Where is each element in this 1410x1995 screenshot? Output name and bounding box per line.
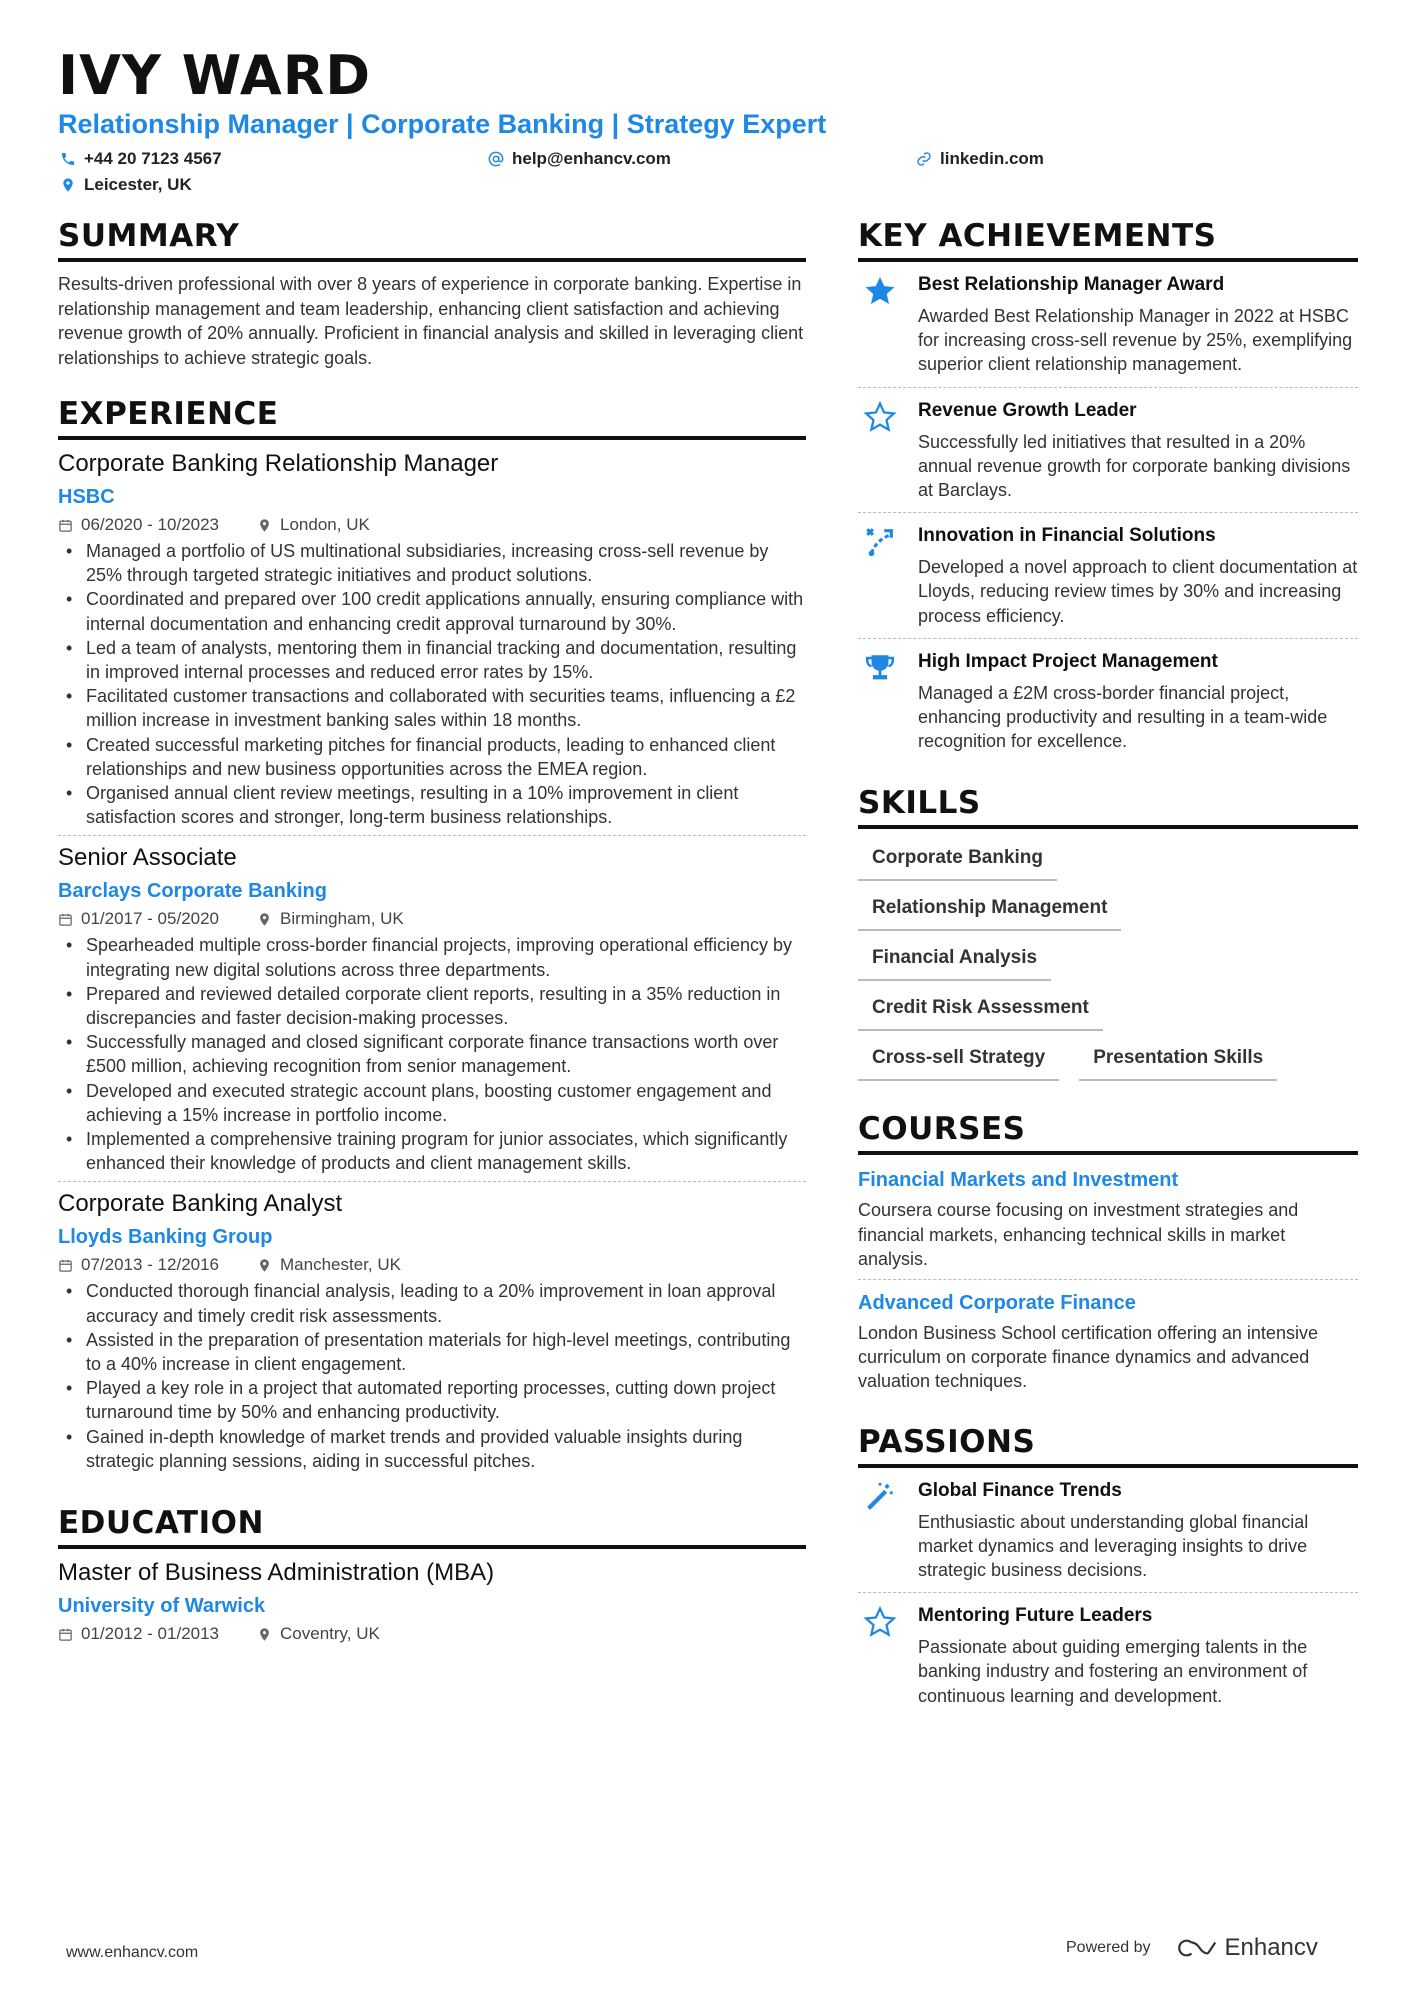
course-desc: London Business School certification offering an intensive curriculum on corporate finance dynamics and advanced valuation techniques. xyxy=(858,1323,1318,1392)
job-entry xyxy=(58,844,806,1182)
skills-section xyxy=(858,785,1358,1081)
footer-branding xyxy=(1066,1934,1318,1962)
education-location: Coventry, UK xyxy=(280,1624,380,1644)
course-desc: Coursera course focusing on investment strategies and financial markets, enhancing technical skills in market analysis. xyxy=(858,1200,1299,1269)
job-title: Corporate Banking Analyst xyxy=(58,1190,343,1218)
course-title[interactable]: Financial Markets and Investment xyxy=(858,1169,1179,1192)
passion-desc: Passionate about guiding emerging talents in the banking industry and fostering an environment of continuous learning and development. xyxy=(918,1637,1308,1706)
achievement-title: High Impact Project Management xyxy=(918,650,1218,672)
skills-list xyxy=(858,839,1358,1081)
achievement-desc: Managed a £2M cross-border financial project, enhancing productivity and resulting in a team-wide recognition for excellence. xyxy=(918,682,1328,752)
job-title: Corporate Banking Relationship Manager xyxy=(58,450,499,477)
passion-desc: Enthusiastic about understanding global financial market dynamics and leveraging insights to drive strategic business decisions. xyxy=(918,1511,1309,1581)
location-pin-icon xyxy=(257,1258,272,1273)
job-bullet: • Prepared and reviewed detailed corporate client reports, resulting in a 35% reduction in discrepancies and faster decision-making processes. xyxy=(58,982,806,1030)
job-bullet: • Spearheaded multiple cross-border financial projects, improving operational efficiency by integrating new digital solutions across three departments. xyxy=(58,933,806,981)
powered-by-text: Powered by xyxy=(1066,1939,1151,1956)
job-bullet: • Developed and executed strategic account plans, boosting customer engagement and achieving a 15% increase in portfolio income. xyxy=(58,1079,806,1127)
job-location: London, UK xyxy=(280,515,370,534)
phone-text: +44 20 7123 4567 xyxy=(84,149,222,168)
achievement-item xyxy=(858,388,1358,514)
contact-phone[interactable] xyxy=(60,149,222,169)
summary-section xyxy=(58,218,806,370)
experience-section xyxy=(58,396,806,1479)
courses-section xyxy=(858,1111,1358,1401)
passion-title: Global Finance Trends xyxy=(918,1479,1122,1501)
achievement-item xyxy=(858,262,1358,388)
job-dates: 06/2020 - 10/2023 xyxy=(81,515,220,534)
course-title[interactable]: Advanced Corporate Finance xyxy=(858,1292,1136,1315)
job-location: Birmingham, UK xyxy=(280,909,404,929)
achievement-title: Best Relationship Manager Award xyxy=(918,274,1225,295)
skill-tag: Relationship Management xyxy=(858,895,1121,931)
education-meta xyxy=(58,1624,806,1644)
achievement-title: Revenue Growth Leader xyxy=(918,399,1137,421)
experience-heading: EXPERIENCE xyxy=(58,396,806,440)
location-pin-icon xyxy=(257,1627,272,1642)
job-bullets xyxy=(58,539,806,829)
job-bullet: • Coordinated and prepared over 100 credit applications annually, ensuring compliance with internal documentation and enhancing credit approval turnaround by 30%. xyxy=(58,587,806,635)
education-heading: EDUCATION xyxy=(58,1505,806,1549)
school-name[interactable]: University of Warwick xyxy=(58,1595,266,1618)
location-pin-icon xyxy=(60,177,76,193)
passion-item xyxy=(858,1593,1358,1718)
education-section xyxy=(58,1505,806,1644)
email-text: help@enhancv.com xyxy=(512,149,671,168)
job-meta xyxy=(58,1255,806,1275)
at-icon xyxy=(488,151,504,167)
company-name[interactable]: Barclays Corporate Banking xyxy=(58,880,327,903)
job-bullets xyxy=(58,1279,806,1473)
passion-item xyxy=(858,1468,1358,1594)
skill-tag: Presentation Skills xyxy=(1079,1045,1277,1081)
job-bullet: • Played a key role in a project that automated reporting processes, cutting down project turnaround time by 50% and enhancing productivity. xyxy=(58,1376,806,1424)
job-location: Manchester, UK xyxy=(280,1255,401,1275)
magic-wand-icon xyxy=(863,1480,897,1514)
contact-location xyxy=(60,175,192,195)
degree-title: Master of Business Administration (MBA) xyxy=(58,1559,495,1587)
trophy-icon xyxy=(863,651,897,685)
passions-heading: PASSIONS xyxy=(858,1424,1358,1468)
achievement-item xyxy=(858,639,1358,764)
calendar-icon xyxy=(58,912,73,927)
achievement-item xyxy=(858,513,1358,639)
footer-website[interactable]: www.enhancv.com xyxy=(66,1944,199,1961)
achievement-desc: Developed a novel approach to client documentation at Lloyds, reducing review times by 30% and increasing process efficiency. xyxy=(918,557,1358,626)
strategy-icon xyxy=(863,525,897,559)
achievement-desc: Successfully led initiatives that resulted in a 20% annual revenue growth for corporate banking divisions at Barclays. xyxy=(918,431,1351,501)
job-meta xyxy=(58,515,806,535)
skill-tag: Cross-sell Strategy xyxy=(858,1045,1059,1081)
star-filled-icon xyxy=(863,274,897,308)
achievements-heading: KEY ACHIEVEMENTS xyxy=(858,218,1358,262)
job-bullet: • Led a team of analysts, mentoring them in financial tracking and documentation, resulting in improved internal processes and reduced error rates by 15%. xyxy=(58,636,806,684)
company-name[interactable]: Lloyds Banking Group xyxy=(58,1226,273,1249)
location-pin-icon xyxy=(257,518,272,533)
right-column xyxy=(858,218,1358,1718)
star-outline-icon xyxy=(863,1605,897,1639)
job-title: Senior Associate xyxy=(58,844,237,872)
job-bullet: • Created successful marketing pitches for financial products, leading to enhanced client relationships and new business opportunities across the EMEA region. xyxy=(58,733,806,781)
job-entry xyxy=(58,1190,806,1479)
job-entry xyxy=(58,450,806,836)
calendar-icon xyxy=(58,1627,73,1642)
education-dates: 01/2012 - 01/2013 xyxy=(81,1624,220,1644)
calendar-icon xyxy=(58,518,73,533)
contact-linkedin[interactable] xyxy=(916,149,1044,169)
skill-tag: Credit Risk Assessment xyxy=(858,995,1103,1031)
star-outline-icon xyxy=(863,400,897,434)
job-dates: 07/2013 - 12/2016 xyxy=(81,1255,220,1275)
candidate-title: Relationship Manager | Corporate Banking | Strategy Expert xyxy=(58,109,827,139)
job-bullet: • Conducted thorough financial analysis, leading to a 20% improvement in loan approval accuracy and timely credit risk assessments. xyxy=(58,1279,806,1327)
brand-name: Enhancv xyxy=(1224,1934,1318,1961)
company-name[interactable]: HSBC xyxy=(58,486,115,508)
job-bullet: • Implemented a comprehensive training program for junior associates, which significantly enhanced their knowledge of products and client management skills. xyxy=(58,1127,806,1175)
job-bullets xyxy=(58,933,806,1175)
job-dates: 01/2017 - 05/2020 xyxy=(81,909,220,929)
contact-email[interactable] xyxy=(488,149,671,169)
course-item xyxy=(858,1165,1358,1280)
achievement-title: Innovation in Financial Solutions xyxy=(918,525,1216,547)
course-item xyxy=(858,1288,1358,1402)
skills-heading: SKILLS xyxy=(858,785,1358,829)
job-bullet: • Organised annual client review meetings, resulting in a 10% improvement in client satisfaction scores and stronger, long-term business relationships. xyxy=(58,781,806,829)
skill-tag: Corporate Banking xyxy=(858,845,1057,881)
location-text: Leicester, UK xyxy=(84,175,192,194)
job-meta xyxy=(58,909,806,929)
summary-text: Results-driven professional with over 8 years of experience in corporate banking. Expertise in relationship management and team leadership, enhancing client satisfaction and achieving revenue growth of 20% annually. Proficient in financial analysis and skilled in leveraging client relationships to achieve strategic goals. xyxy=(58,274,804,368)
summary-heading: SUMMARY xyxy=(58,218,806,262)
calendar-icon xyxy=(58,1258,73,1273)
job-bullet: • Facilitated customer transactions and collaborated with securities teams, influencing a £2 million increase in investment banking sales within 18 months. xyxy=(58,684,806,732)
brand-logo[interactable] xyxy=(1173,1934,1318,1962)
job-bullet: • Successfully managed and closed significant corporate finance transactions worth over £500 million, achieving recognition from senior management. xyxy=(58,1030,806,1078)
job-bullet: • Gained in-depth knowledge of market trends and provided valuable insights during strategic planning sessions, aiding in successful pitches. xyxy=(58,1425,806,1473)
linkedin-text: linkedin.com xyxy=(940,149,1044,168)
achievement-desc: Awarded Best Relationship Manager in 2022 at HSBC for increasing cross-sell revenue by 25%, exemplifying superior client relationship management. xyxy=(918,306,1353,375)
passion-title: Mentoring Future Leaders xyxy=(918,1605,1153,1627)
location-pin-icon xyxy=(257,912,272,927)
left-column xyxy=(58,218,806,1648)
candidate-name: IVY WARD xyxy=(58,44,372,107)
skill-tag: Financial Analysis xyxy=(858,945,1051,981)
achievements-section xyxy=(858,218,1358,763)
courses-heading: COURSES xyxy=(858,1111,1358,1155)
enhancv-logo-icon xyxy=(1173,1937,1219,1959)
phone-icon xyxy=(60,151,76,167)
passions-section xyxy=(858,1424,1358,1718)
job-bullet: • Managed a portfolio of US multinational subsidiaries, increasing cross-sell revenue by 25% through targeted strategic initiatives and product solutions. xyxy=(58,539,806,587)
link-icon xyxy=(916,151,932,167)
job-bullet: • Assisted in the preparation of presentation materials for high-level meetings, contributing to a 40% increase in client engagement. xyxy=(58,1328,806,1376)
